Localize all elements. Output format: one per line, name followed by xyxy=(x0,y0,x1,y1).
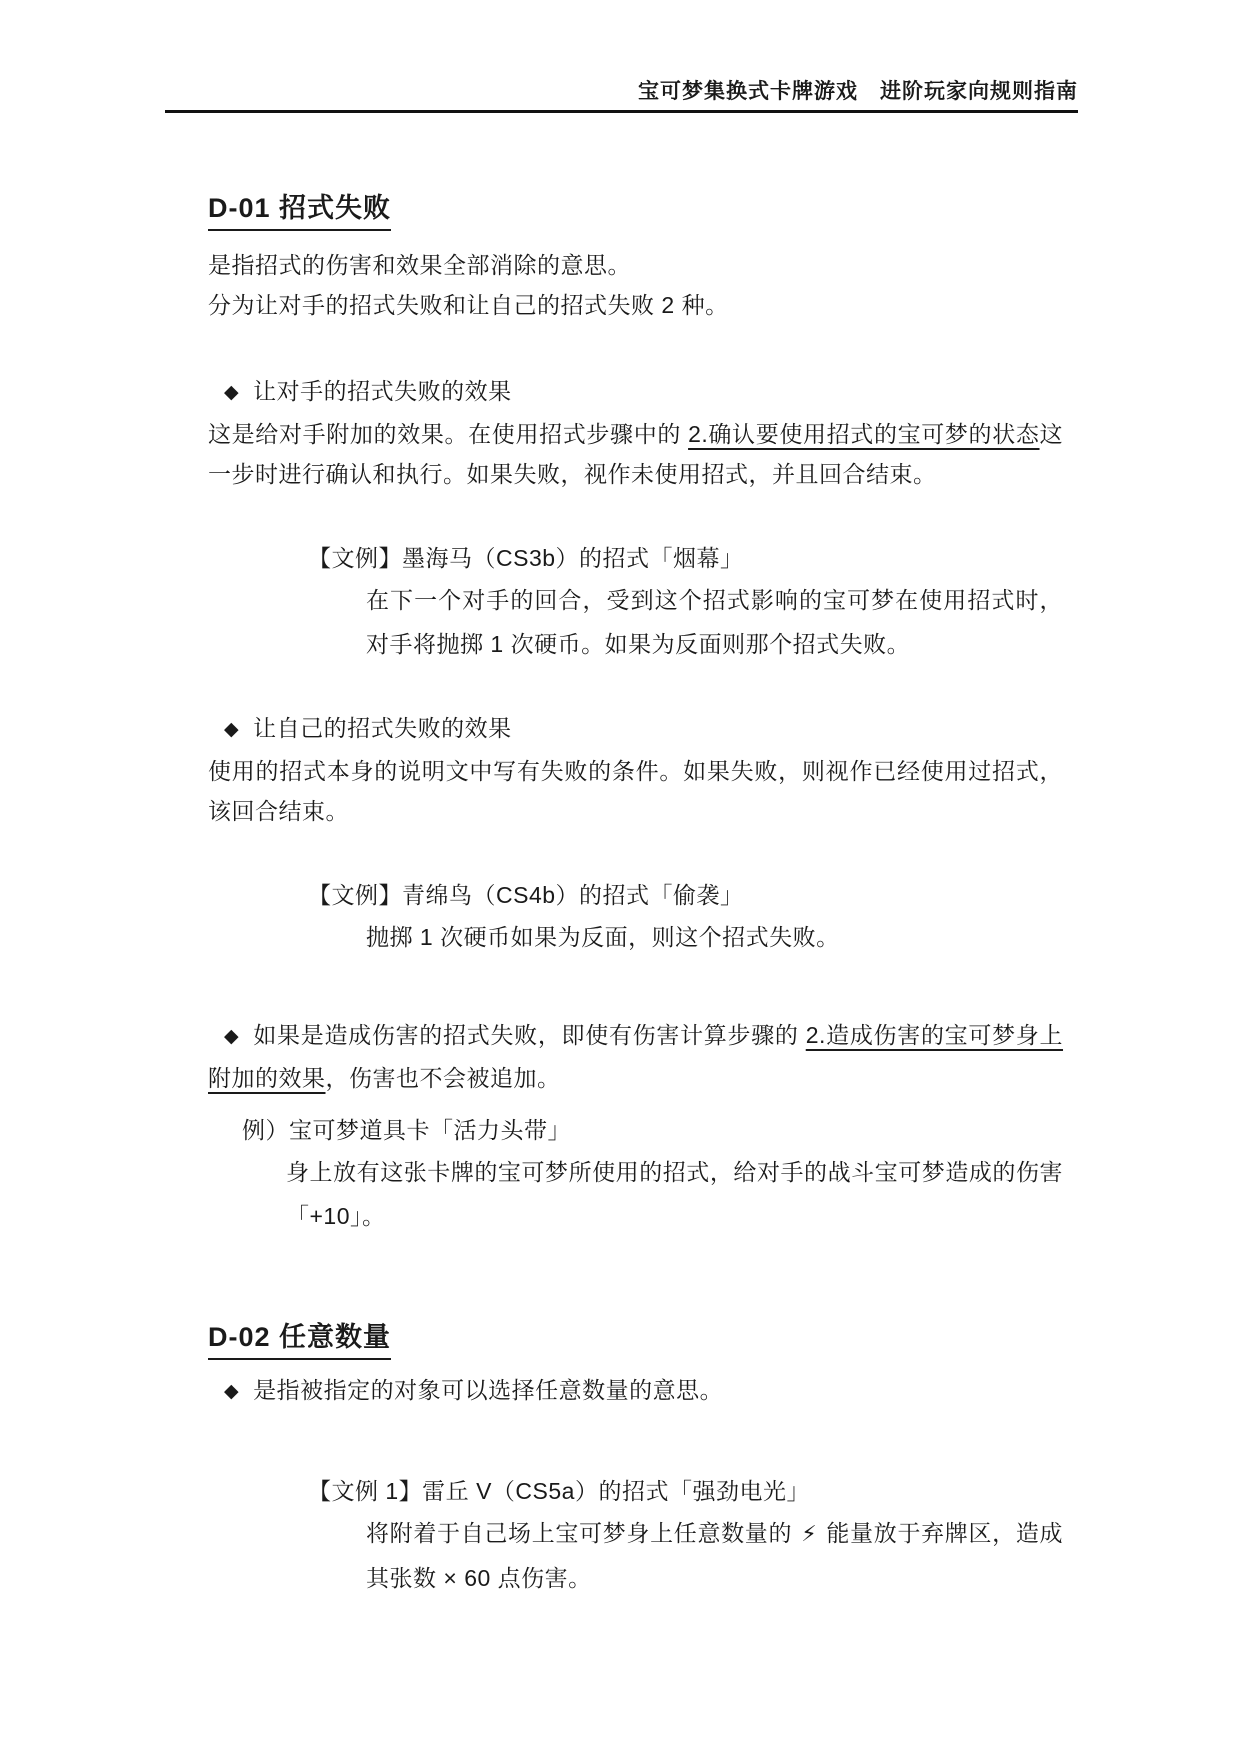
underlined-step-reference: 2.确认要使用招式的宝可梦的状态 xyxy=(688,421,1040,447)
underlined-step-reference: 2.造成伤害的宝可梦身上附加的效果 xyxy=(208,1022,1064,1091)
bullet-item-any-amount xyxy=(208,1370,1063,1413)
page-header xyxy=(165,0,1078,113)
bullet-title: 是指被指定的对象可以选择任意数量的意思。 xyxy=(253,1377,724,1403)
example-body-sneak-attack: 抛掷 1 次硬币如果为反面，则这个招式失败。 xyxy=(366,924,840,950)
example-label-vitality-band: 例）宝可梦道具卡「活力头带」 xyxy=(242,1117,571,1143)
section-heading-d01 xyxy=(208,191,1063,231)
text-segment: 这是给对手附加的效果。在使用招式步骤中的 xyxy=(208,421,689,447)
diamond-bullet-icon: ◆ xyxy=(224,719,240,740)
example-label-powerful-spark: 【文例 1】雷丘 V（CS5a）的招式「强劲电光」 xyxy=(308,1478,810,1504)
diamond-bullet-icon: ◆ xyxy=(224,382,240,403)
intro-paragraph-1: 是指招式的伤害和效果全部消除的意思。 xyxy=(208,252,631,278)
example-label-smokescreen: 【文例】墨海马（CS3b）的招式「烟幕」 xyxy=(308,545,744,571)
text-segment: 如果是造成伤害的招式失败，即使有伤害计算步骤的 xyxy=(253,1022,806,1048)
bullet-title: 让对手的招式失败的效果 xyxy=(253,378,512,404)
example-body-smokescreen: 在下一个对手的回合，受到这个招式影响的宝可梦在使用招式时，对手将抛掷 1 次硬币。如果为反面则那个招式失败。 xyxy=(366,587,1063,657)
example-label-sneak-attack: 【文例】青绵鸟（CS4b）的招式「偷袭」 xyxy=(308,882,744,908)
lightning-energy-icon: ⚡ xyxy=(801,1521,818,1546)
intro-paragraph-2: 分为让对手的招式失败和让自己的招式失败 2 种。 xyxy=(208,292,729,318)
section-heading-d02 xyxy=(208,1320,1063,1360)
bullet-item-opponent-move-fail xyxy=(208,371,1063,414)
section-heading-d01-text: D-01 招式失败 xyxy=(208,191,391,231)
bullet-item-own-move-fail xyxy=(208,708,1063,751)
example-body-vitality-band: 身上放有这张卡牌的宝可梦所使用的招式，给对手的战斗宝可梦造成的伤害「+10」。 xyxy=(286,1159,1063,1229)
page-content xyxy=(208,191,1063,1600)
bullet-title: 让自己的招式失败的效果 xyxy=(253,715,512,741)
diamond-bullet-icon: ◆ xyxy=(224,1026,240,1047)
section-heading-d02-text: D-02 任意数量 xyxy=(208,1320,391,1360)
text-segment: 能量放于弃牌区，造成其张数 × 60 点伤害。 xyxy=(366,1520,1064,1591)
header-title: 宝可梦集换式卡牌游戏 进阶玩家向规则指南 xyxy=(638,80,1078,103)
paragraph-opponent-move-fail xyxy=(208,414,1063,494)
text-segment: 将附着于自己场上宝可梦身上任意数量的 xyxy=(366,1520,800,1546)
example-body-powerful-spark xyxy=(366,1511,1063,1600)
text-segment: ，伤害也不会被追加。 xyxy=(325,1065,561,1091)
paragraph-own-move-fail: 使用的招式本身的说明文中写有失败的条件。如果失败，则视作已经使用过招式，该回合结束。 xyxy=(208,758,1063,824)
bullet-paragraph-damage-fail xyxy=(208,1015,1063,1098)
text-segment: 这一步时进行确认和执行。如果失败，视作未使用招式，并且回合结束。 xyxy=(208,421,1064,487)
diamond-bullet-icon: ◆ xyxy=(224,1381,240,1402)
